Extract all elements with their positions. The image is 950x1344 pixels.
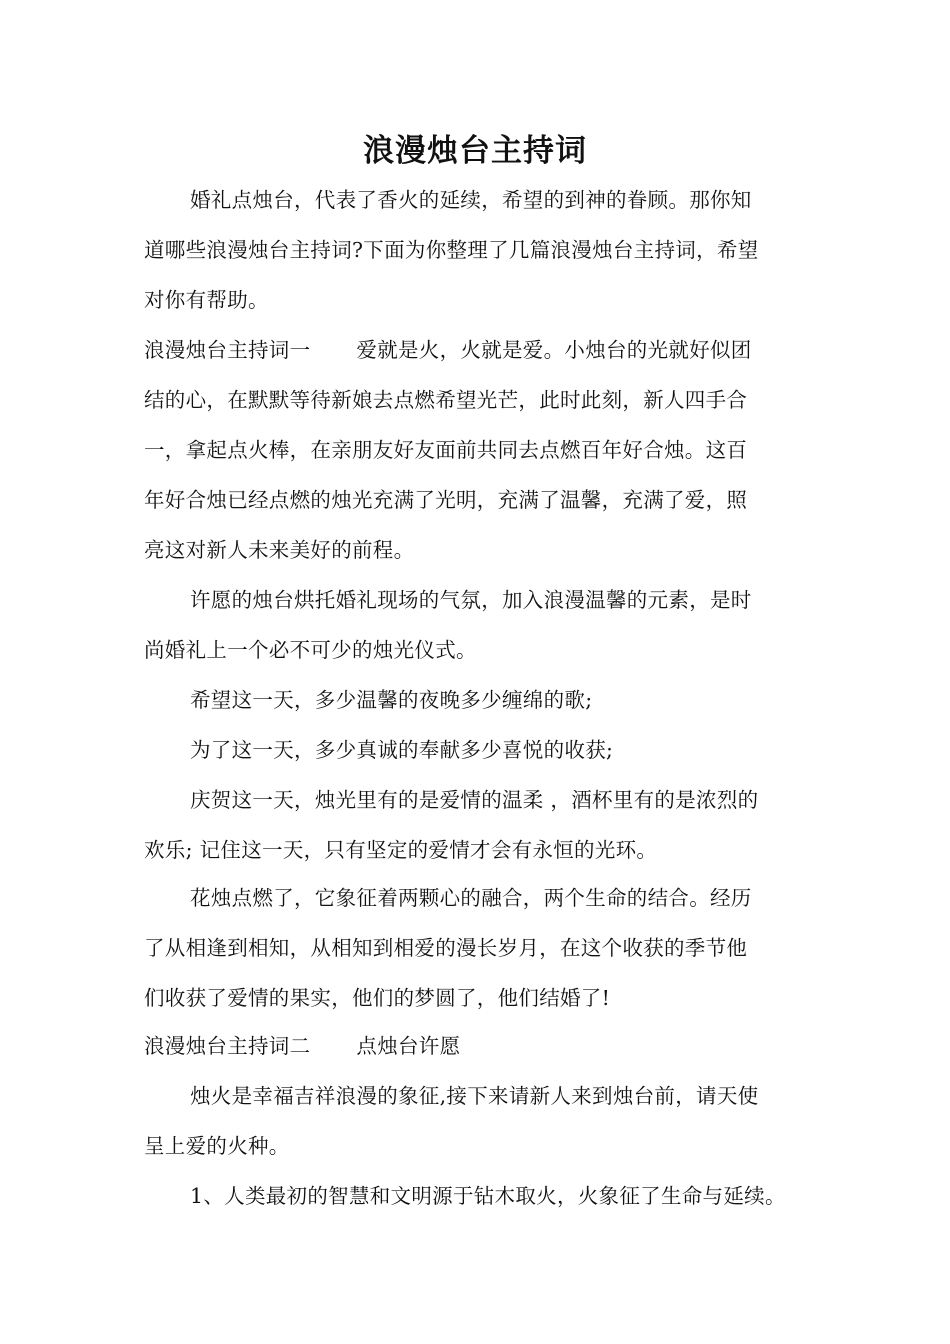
section-heading-label: 浪漫烛台主持词一 xyxy=(144,338,311,362)
document-title: 浪漫烛台主持词 xyxy=(363,133,587,169)
paragraph-line: 尚婚礼上一个必不可少的烛光仪式。 xyxy=(144,638,477,662)
section-heading-text: 点烛台许愿 xyxy=(356,1034,461,1058)
paragraph-line: 许愿的烛台烘托婚礼现场的气氛，加入浪漫温馨的元素，是时 xyxy=(190,588,752,612)
paragraph-line: 亮这对新人未来美好的前程。 xyxy=(144,538,415,562)
paragraph-line: 对你有帮助。 xyxy=(144,288,269,312)
paragraph-line: 希望这一天，多少温馨的夜晚多少缠绵的歌; xyxy=(190,688,593,712)
paragraph-line: 为了这一天，多少真诚的奉献多少喜悦的收获; xyxy=(190,738,614,762)
section-heading-one xyxy=(144,325,752,375)
paragraph-line: 1、人类最初的智慧和文明源于钻木取火，火象征了生命与延续。 xyxy=(190,1184,786,1208)
paragraph-line: 欢乐; 记住这一天，只有坚定的爱情才会有永恒的光环。 xyxy=(144,838,658,862)
section-heading-text: 爱就是火，火就是爱。小烛台的光就好似团 xyxy=(356,338,752,362)
section-heading-label: 浪漫烛台主持词二 xyxy=(144,1034,311,1058)
section-heading-two xyxy=(144,1021,460,1071)
paragraph-line: 呈上爱的火种。 xyxy=(144,1134,290,1158)
paragraph-line: 了从相逢到相知，从相知到相爱的漫长岁月，在这个收获的季节他 xyxy=(144,936,748,960)
paragraph-line: 年好合烛已经点燃的烛光充满了光明，充满了温馨，充满了爱，照 xyxy=(144,488,748,512)
paragraph-line: 道哪些浪漫烛台主持词?下面为你整理了几篇浪漫烛台主持词，希望 xyxy=(144,238,759,262)
paragraph-line: 们收获了爱情的果实，他们的梦圆了，他们结婚了! xyxy=(144,986,611,1010)
paragraph-line: 一，拿起点火棒，在亲朋友好友面前共同去点燃百年好合烛。这百 xyxy=(144,438,748,462)
paragraph-line: 庆贺这一天，烛光里有的是爱情的温柔 ，酒杯里有的是浓烈的 xyxy=(190,788,759,812)
paragraph-line: 花烛点燃了，它象征着两颗心的融合，两个生命的结合。经历 xyxy=(190,886,752,910)
paragraph-line: 烛火是幸福吉祥浪漫的象征,接下来请新人来到烛台前，请天使 xyxy=(190,1084,759,1108)
paragraph-line: 结的心，在默默等待新娘去点燃希望光芒，此时此刻，新人四手合 xyxy=(144,388,748,412)
paragraph-line: 婚礼点烛台，代表了香火的延续，希望的到神的眷顾。那你知 xyxy=(190,188,752,212)
